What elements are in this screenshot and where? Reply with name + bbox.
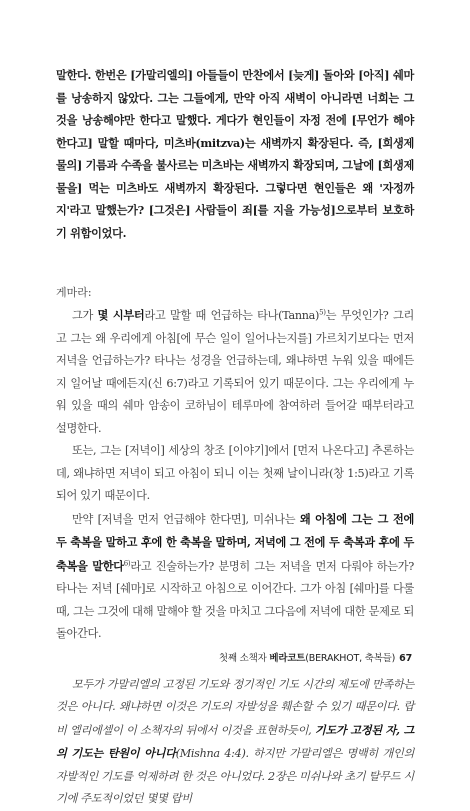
footer-title: 베라코트 bbox=[269, 653, 306, 664]
footer-prefix: 첫째 소책자 bbox=[218, 653, 270, 664]
footnote-marker: 6) bbox=[123, 558, 131, 567]
text-run: 또는, 그는 [저녁이] 세상의 창조 [이야기]에서 [먼저 나온다고] 추론하는데, 왜냐하면 저녁이 되고 아침이 되니 이는 첫째 날이니라(창 1:5)라고 기록되어 있기 때문이다. bbox=[56, 444, 414, 502]
footer-subtitle: (BERAKHOT, 축복들) bbox=[305, 653, 396, 664]
speaker-label: 게마라: bbox=[56, 286, 92, 299]
passage-mishna-end: 말한다. 한번은 [가말리엘의] 아들들이 만찬에서 [늦게] 돌아와 [아직] 쉐마를 낭송하지 않았다. 그는 그들에게, 만약 아직 새벽이 아니라면 너희는 그것을 낭송해야만 한다고 말했다. 게다가 현인들이 자정 전에 [무언가 해야 한다고] 말할 때마다, 미츠바(mitzva)는 새벽까지 확장된다. 즉, [희생제물의] 기름과 수족을 불사르는 미츠바는 새벽까지 확장되며, 그날에 [희생제물을] 먹는 미츠바도 새벽까지 확장된다. 그렇다면 현인들은 왜 '자정까지'라고 말했는가? [그것은] 사람들이 죄[를 지을 가능성]으로부터 보호하기 위함이었다. bbox=[56, 68, 414, 240]
emphasis-text: 왜 아침에 그는 그 전에 두 축복을 말하고 후에 한 축복을 말하며, 저녁에 그 전에 두 축복과 후에 두 축복을 말한다 bbox=[56, 511, 414, 573]
text-run: 는 무엇인가? 그리고 그는 왜 우리에게 아침[에 무슨 일이 일어나는지를] 가르치기보다는 먼저 저녁을 언급하는가? 타나는 성경을 언급하는데, 왜냐하면 누워 있을 때에든지 일어날 때에든지(신 6:7)라고 기록되어 있기 때문이다. 그는 우리에게 누워 있을 때의 쉐마 암송이 코하님이 테루마에 참여하러 들어갈 때부터라고 설명한다. bbox=[56, 309, 415, 435]
text-run: (Mishna 4:4). 하지만 가말리엘은 명백히 개인의 자발적인 기도를 억제하려 한 것은 아니었다. 2장은 미쉬나와 초기 탈무드 시기에 주도적이었던 몇몇 랍비 bbox=[56, 747, 414, 805]
text-run: 라고 말할 때 언급하는 타나(Tanna) bbox=[144, 309, 320, 322]
text-run: 라고 진술하는가? 분명히 그는 저녁을 먼저 다뤄야 하는가? 타나는 저녁 [쉐마]로 시작하고 아침으로 이어간다. 그가 아침 [쉐마]를 다룰 때, 그는 그것에 대해 말해야 할 것을 마치고 그다음에 저녁에 대한 문제로 되돌아간다. bbox=[56, 559, 415, 640]
gemara-paragraph-1 bbox=[56, 304, 414, 440]
page-footer bbox=[219, 650, 412, 664]
emphasis-text: 기도가 고정된 자, 그의 기도는 탄원이 아니다 bbox=[56, 722, 414, 760]
gemara-paragraph-2 bbox=[56, 440, 414, 508]
commentary-paragraph bbox=[56, 674, 414, 811]
text-run: 그가 bbox=[72, 309, 98, 322]
gemara-section bbox=[56, 304, 414, 646]
text-run: 모두가 가말리엘의 고정된 기도와 정기적인 기도 시간의 제도에 만족하는 것은 아니다. 왜냐하면 이것은 기도의 자발성을 훼손할 수 있기 때문이다. 랍비 엘리에셀이 이 소책자의 뒤에서 이것을 표현하듯이, bbox=[56, 677, 414, 737]
page-number: 67 bbox=[399, 653, 412, 664]
footnote-marker: 5) bbox=[319, 308, 326, 317]
text-run: 만약 [저녁을 먼저 언급해야 한다면], 미쉬나는 bbox=[72, 512, 300, 526]
emphasis-text: 몇 시부터 bbox=[97, 308, 145, 322]
gemara-paragraph-3 bbox=[56, 508, 414, 646]
